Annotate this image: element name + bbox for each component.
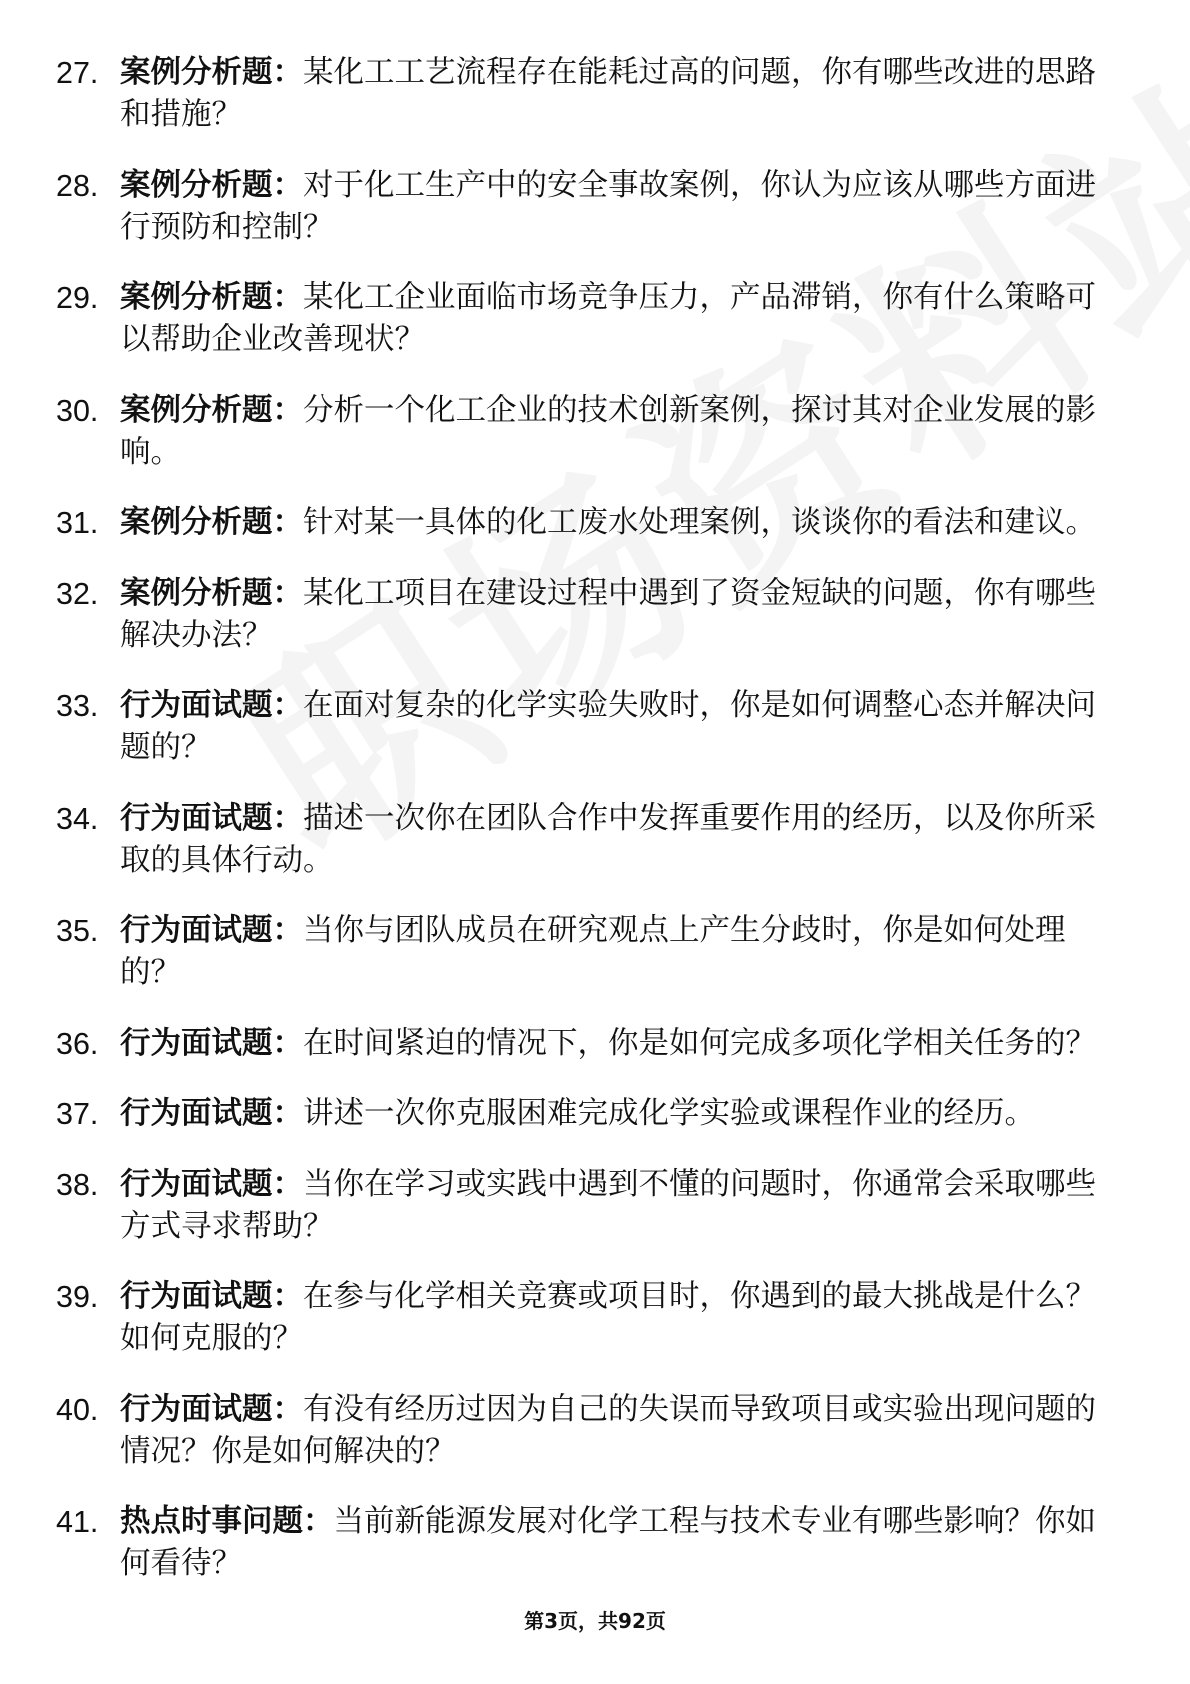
question-category: 行为面试题： <box>120 800 303 836</box>
question-body <box>120 1023 1112 1065</box>
list-item <box>56 277 1112 361</box>
question-text: 当你在学习或实践中遇到不懂的问题时，你通常会采取哪些方式寻求帮助？ <box>120 1166 1096 1244</box>
question-category: 案例分析题： <box>120 505 303 540</box>
question-body <box>120 52 1112 136</box>
list-item <box>56 390 1112 474</box>
question-text: 当前新能源发展对化学工程与技术专业有哪些影响？你如何看待？ <box>120 1504 1096 1581</box>
question-text: 讲述一次你克服困难完成化学实验或课程作业的经历。 <box>303 1096 1035 1131</box>
question-number: 41. <box>56 1505 99 1539</box>
list-item <box>56 502 1112 544</box>
question-text: 在参与化学相关竞赛或项目时，你遇到的最大挑战是什么？如何克服的？ <box>120 1279 1096 1356</box>
question-body <box>120 1276 1112 1360</box>
list-item <box>56 1164 1112 1248</box>
question-text: 某化工工艺流程存在能耗过高的问题，你有哪些改进的思路和措施？ <box>120 55 1096 132</box>
question-number: 34. <box>56 801 99 836</box>
question-number: 27. <box>56 56 99 90</box>
question-body <box>120 1389 1112 1473</box>
question-number: 36. <box>56 1026 99 1061</box>
question-body <box>120 390 1112 474</box>
question-number: 32. <box>56 576 99 611</box>
list-item <box>56 798 1112 882</box>
question-text: 某化工项目在建设过程中遇到了资金短缺的问题，你有哪些解决办法？ <box>120 575 1096 653</box>
question-text: 当你与团队成员在研究观点上产生分歧时，你是如何处理的？ <box>120 913 1066 990</box>
question-number: 40. <box>56 1392 99 1427</box>
question-body <box>120 1093 1112 1135</box>
list-item <box>56 52 1112 136</box>
question-text: 描述一次你在团队合作中发挥重要作用的经历，以及你所采取的具体行动。 <box>120 800 1096 878</box>
question-category: 案例分析题： <box>120 280 303 315</box>
question-body <box>120 685 1112 769</box>
question-text: 针对某一具体的化工废水处理案例，谈谈你的看法和建议。 <box>303 505 1096 540</box>
list-item <box>56 1501 1112 1585</box>
question-text: 有没有经历过因为自己的失误而导致项目或实验出现问题的情况？你是如何解决的？ <box>120 1391 1096 1469</box>
question-category: 行为面试题： <box>120 1391 303 1427</box>
list-item <box>56 1093 1112 1135</box>
list-item <box>56 910 1112 994</box>
question-number: 35. <box>56 914 99 948</box>
list-item <box>56 685 1112 769</box>
question-number: 37. <box>56 1097 99 1131</box>
list-item <box>56 573 1112 657</box>
question-number: 31. <box>56 506 99 540</box>
question-category: 行为面试题： <box>120 1025 303 1061</box>
question-body <box>120 910 1112 994</box>
list-item <box>56 1389 1112 1473</box>
question-text: 分析一个化工企业的技术创新案例，探讨其对企业发展的影响。 <box>120 392 1096 470</box>
question-body <box>120 573 1112 657</box>
question-category: 行为面试题： <box>120 1279 303 1314</box>
question-category: 行为面试题： <box>120 1096 303 1131</box>
list-item <box>56 1023 1112 1065</box>
question-body <box>120 165 1112 249</box>
question-number: 30. <box>56 393 99 428</box>
question-text: 在时间紧迫的情况下，你是如何完成多项化学相关任务的？ <box>303 1025 1096 1061</box>
question-body <box>120 1501 1112 1585</box>
list-item <box>56 165 1112 249</box>
list-item <box>56 1276 1112 1360</box>
question-text: 某化工企业面临市场竞争压力，产品滞销，你有什么策略可以帮助企业改善现状？ <box>120 280 1096 357</box>
question-body <box>120 277 1112 361</box>
question-text: 对于化工生产中的安全事故案例，你认为应该从哪些方面进行预防和控制？ <box>120 167 1096 245</box>
question-category: 案例分析题： <box>120 167 303 203</box>
question-number: 29. <box>56 281 99 315</box>
question-number: 33. <box>56 689 99 723</box>
question-body <box>120 1164 1112 1248</box>
question-number: 38. <box>56 1167 99 1202</box>
question-category: 热点时事问题： <box>120 1504 334 1539</box>
question-category: 行为面试题： <box>120 1166 303 1202</box>
question-body <box>120 798 1112 882</box>
question-list <box>56 52 1112 1614</box>
question-number: 39. <box>56 1280 99 1314</box>
question-number: 28. <box>56 168 99 203</box>
question-text: 在面对复杂的化学实验失败时，你是如何调整心态并解决问题的？ <box>120 688 1096 765</box>
page-footer: 第3页，共92页 <box>524 1609 666 1633</box>
question-category: 行为面试题： <box>120 913 303 948</box>
question-category: 案例分析题： <box>120 55 303 90</box>
question-category: 行为面试题： <box>120 688 303 723</box>
question-category: 案例分析题： <box>120 392 303 428</box>
question-category: 案例分析题： <box>120 575 303 611</box>
question-body <box>120 502 1112 544</box>
